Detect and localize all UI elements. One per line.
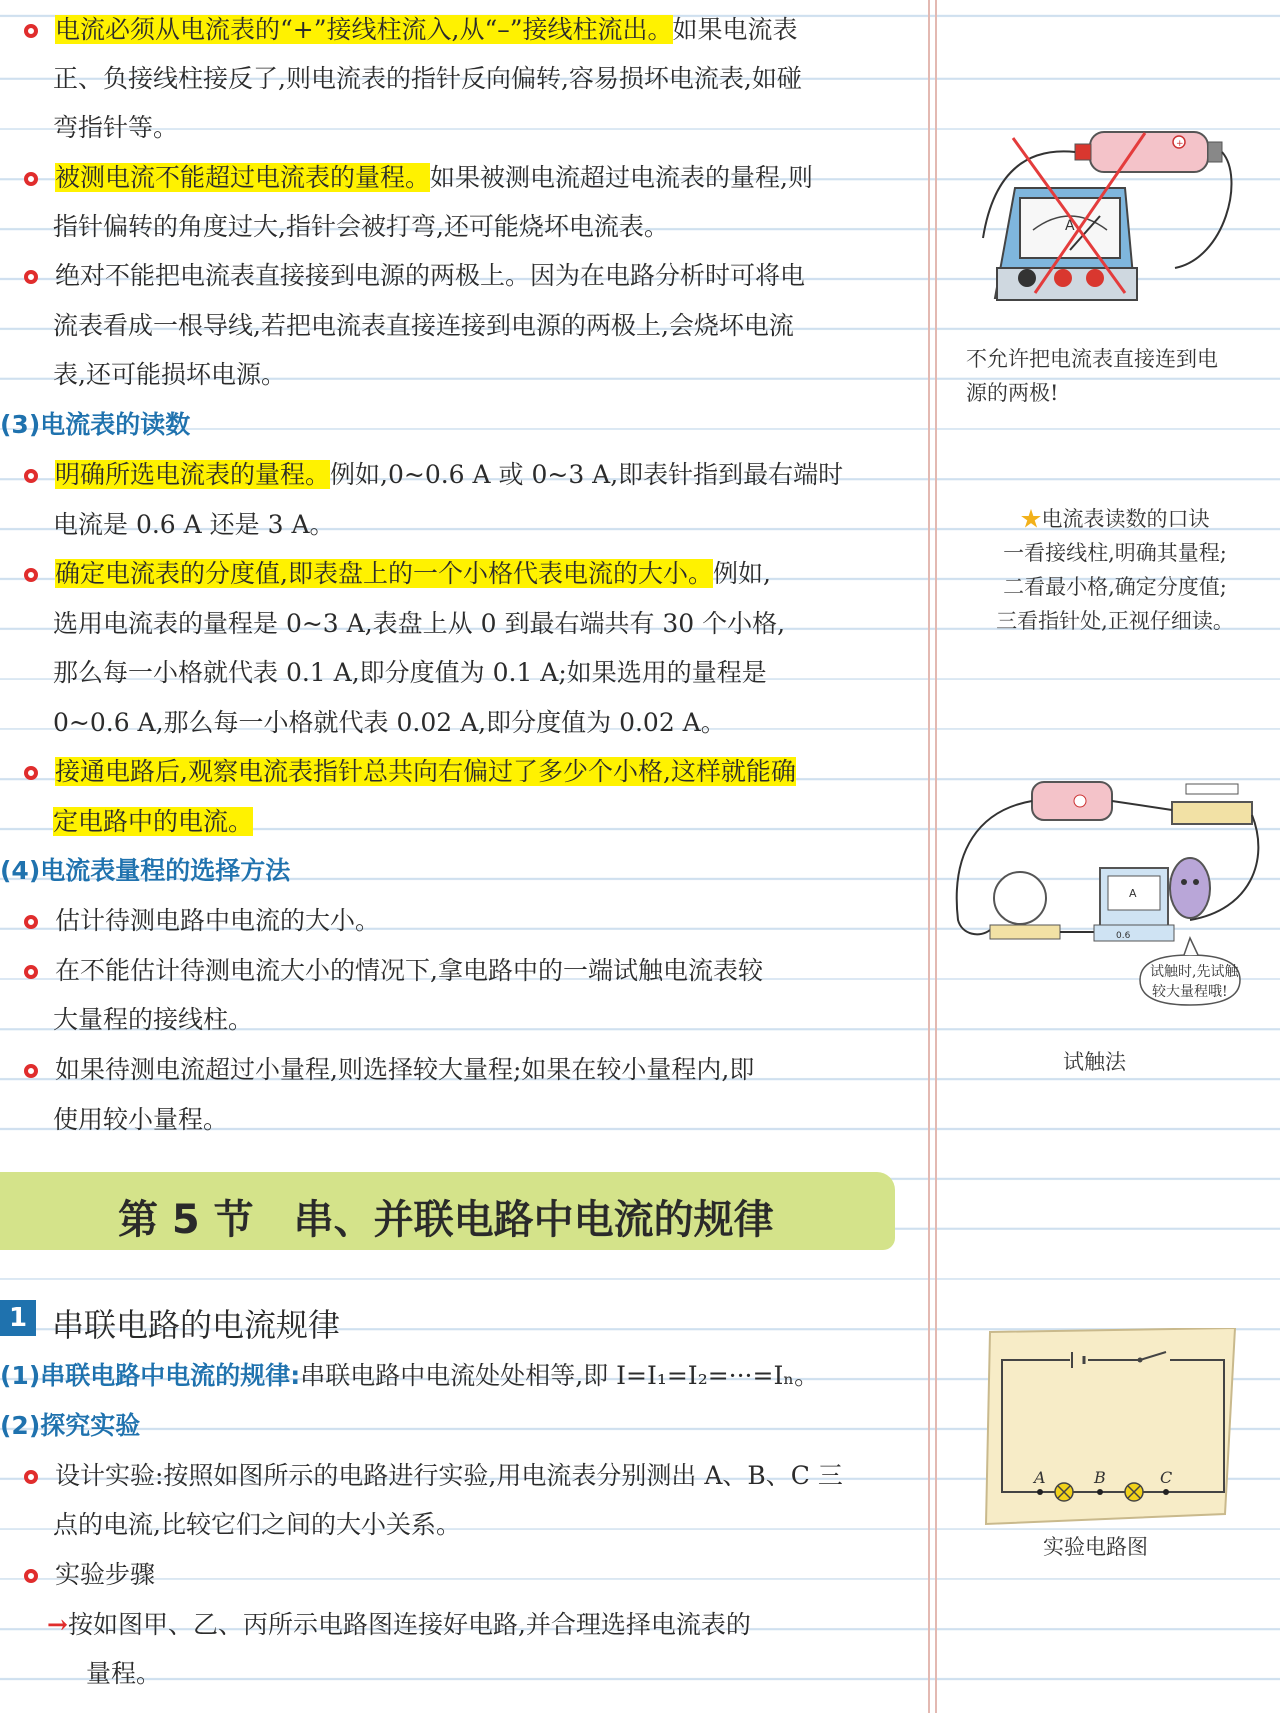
bullet-icon xyxy=(24,1064,38,1078)
meter-unit-label: A xyxy=(1129,887,1137,900)
text-line: 选用电流表的量程是 0~3 A,表盘上从 0 到最右端共有 30 个小格, xyxy=(53,609,786,638)
highlighted-text: 确定电流表的分度值,即表盘上的一个小格代表电流的大小。 xyxy=(55,559,713,588)
caption-warning: 不允许把电流表直接连到电 源的两极! xyxy=(966,347,1218,405)
text-line: 明确所选电流表的量程。例如,0~0.6 A 或 0~3 A,即表针指到最右端时 xyxy=(55,460,844,489)
bullet-icon xyxy=(24,1470,38,1484)
topic-heading: 串联电路的电流规律 xyxy=(52,1306,341,1344)
text-line: 弯指针等。 xyxy=(53,113,179,142)
terminal-label: 0.6 xyxy=(1116,931,1131,941)
subheading-range-selection: (4)电流表量程的选择方法 xyxy=(0,856,291,885)
bullet-icon xyxy=(24,1569,38,1583)
bullet-icon xyxy=(24,270,38,284)
text-line: 实验步骤 xyxy=(55,1560,156,1589)
point-label-b: B xyxy=(1094,1468,1106,1487)
highlighted-text: 明确所选电流表的量程。 xyxy=(55,460,331,489)
tip-title: 电流表读数的口诀 xyxy=(1041,507,1210,531)
text-line: →按如图甲、乙、丙所示电路图连接好电路,并合理选择电流表的 xyxy=(47,1610,751,1639)
caption-experiment-circuit: 实验电路图 xyxy=(1043,1535,1148,1559)
text-line: 被测电流不能超过电流表的量程。如果被测电流超过电流表的量程,则 xyxy=(55,163,813,192)
text-line: 指针偏转的角度过大,指针会被打弯,还可能烧坏电流表。 xyxy=(53,212,669,241)
text-line: 0~0.6 A,那么每一小格就代表 0.02 A,即分度值为 0.02 A。 xyxy=(53,708,726,737)
bullet-icon xyxy=(24,469,38,483)
text-line: 正、负接线柱接反了,则电流表的指针反向偏转,容易损坏电流表,如碰 xyxy=(53,64,802,93)
speech-bubble-line-2: 较大量程哦! xyxy=(1152,984,1228,1000)
text-line: 表,还可能损坏电源。 xyxy=(53,360,286,389)
text-line: 设计实验:按照如图所示的电路进行实验,用电流表分别测出 A、B、C 三 xyxy=(55,1461,843,1490)
speech-bubble-line-1: 试触时,先试触 xyxy=(1150,964,1239,980)
text-line xyxy=(53,804,253,840)
bullet-icon xyxy=(24,915,38,929)
margin-line-left xyxy=(928,0,930,1713)
reading-mnemonic-tip: ★电流表读数的口诀 一看接线柱,明确其量程; 二看最小格,确定分度值; 三看指针处,正视仔细读。 xyxy=(996,507,1234,633)
text-line: (1)串联电路中电流的规律:串联电路中电流处处相等,即 I=I₁=I₂=···=Iₙ。 xyxy=(0,1361,820,1390)
subheading-series-rule: (1)串联电路中电流的规律: xyxy=(0,1361,301,1390)
text-line: 电流是 0.6 A 还是 3 A。 xyxy=(53,510,335,539)
text-line: 在不能估计待测电流大小的情况下,拿电路中的一端试触电流表较 xyxy=(55,956,763,985)
text-line: 点的电流,比较它们之间的大小关系。 xyxy=(53,1510,461,1539)
bullet-icon xyxy=(24,965,38,979)
subheading-experiment: (2)探究实验 xyxy=(0,1411,141,1440)
bullet-icon xyxy=(24,766,38,780)
svg-text:+: + xyxy=(1176,139,1184,149)
highlighted-text: 电流必须从电流表的“+”接线柱流入,从“–”接线柱流出。 xyxy=(55,15,673,44)
point-label-c: C xyxy=(1160,1468,1173,1487)
text-line: 流表看成一根导线,若把电流表直接连接到电源的两极上,会烧坏电流 xyxy=(53,311,794,340)
star-icon: ★ xyxy=(1020,507,1042,531)
ammeter-wrong-connection-figure xyxy=(975,118,1245,338)
subheading-reading: (3)电流表的读数 xyxy=(0,410,191,439)
text-line: 估计待测电路中电流的大小。 xyxy=(55,906,381,935)
experiment-circuit-figure xyxy=(980,1328,1240,1528)
text-line: 量程。 xyxy=(86,1659,162,1688)
bullet-icon xyxy=(24,568,38,582)
text-line: 绝对不能把电流表直接接到电源的两极上。因为在电路分析时可将电 xyxy=(55,261,806,290)
text-line xyxy=(55,754,796,790)
trial-touch-figure xyxy=(950,770,1270,1050)
text-line: 确定电流表的分度值,即表盘上的一个小格代表电流的大小。例如, xyxy=(55,559,771,588)
margin-line-right xyxy=(935,0,937,1713)
right-arrow-icon: → xyxy=(47,1610,68,1639)
bullet-icon xyxy=(24,172,38,186)
text-line: 使用较小量程。 xyxy=(53,1105,229,1134)
highlighted-text: 接通电路后,观察电流表指针总共向右偏过了多少个小格,这样就能确 xyxy=(55,757,796,786)
text-line: 大量程的接线柱。 xyxy=(53,1005,254,1034)
highlighted-text: 被测电流不能超过电流表的量程。 xyxy=(55,163,431,192)
point-label-a: A xyxy=(1034,1468,1046,1487)
topic-number-badge: 1 xyxy=(0,1300,36,1336)
text-line: 电流必须从电流表的“+”接线柱流入,从“–”接线柱流出。如果电流表 xyxy=(55,15,798,44)
highlighted-text: 定电路中的电流。 xyxy=(53,807,254,836)
caption-trial-touch: 试触法 xyxy=(1063,1050,1126,1074)
bullet-icon xyxy=(24,24,38,38)
section-title: 第 5 节 串、并联电路中电流的规律 xyxy=(118,1197,774,1243)
text-line: 那么每一小格就代表 0.1 A,即分度值为 0.1 A;如果选用的量程是 xyxy=(53,658,767,687)
meter-unit-label: A xyxy=(1065,218,1075,234)
text-line: 如果待测电流超过小量程,则选择较大量程;如果在较小量程内,即 xyxy=(55,1055,755,1084)
